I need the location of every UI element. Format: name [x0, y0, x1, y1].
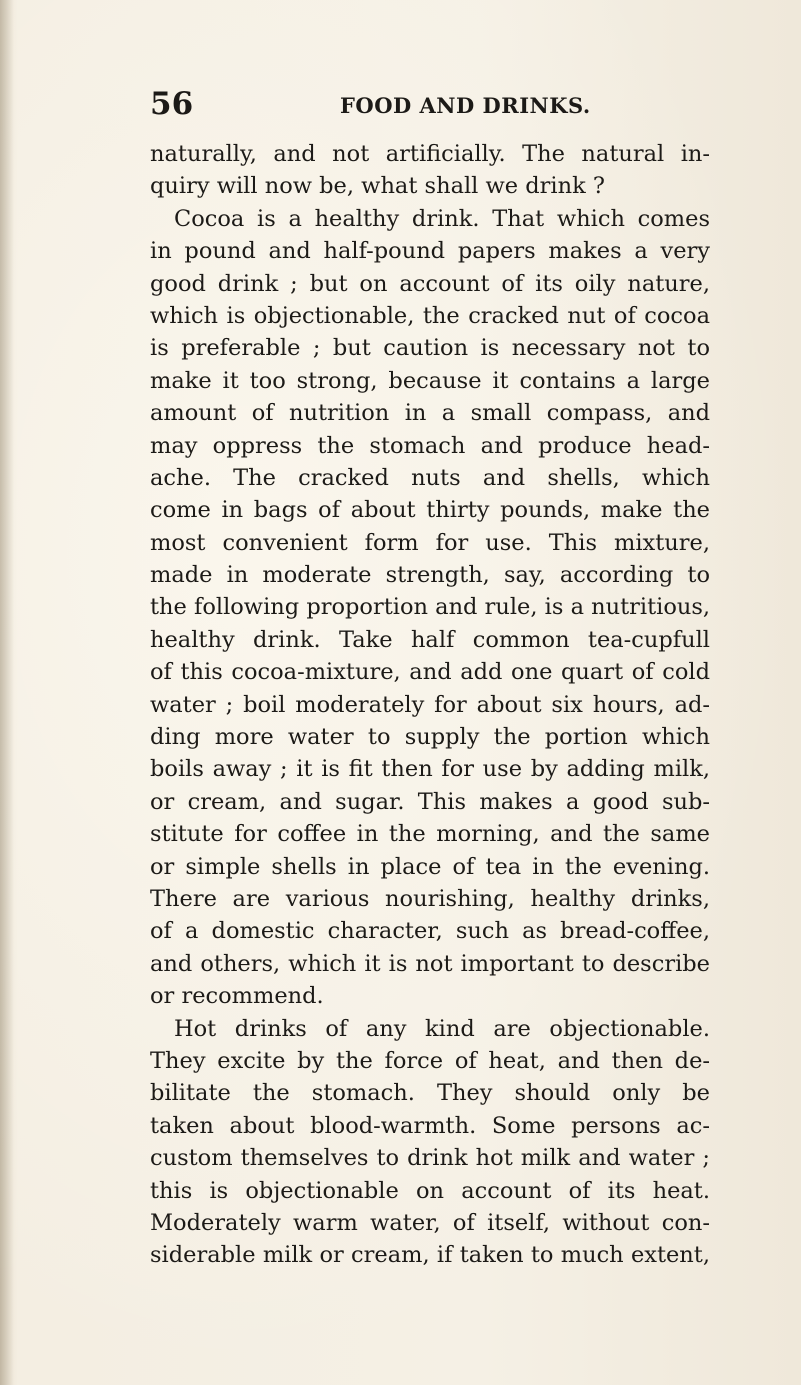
page-number: 56 — [150, 86, 194, 122]
text-line: There are various nourishing, healthy drinks, — [150, 885, 710, 912]
text-line: quiry will now be, what shall we drink ? — [150, 173, 605, 200]
body-text — [150, 138, 710, 1272]
text-line: Hot drinks of any kind are objectionable. — [174, 1015, 710, 1042]
text-line: which is objectionable, the cracked nut of cocoa — [150, 302, 710, 329]
text-line: water ; boil moderately for about six hours, ad- — [150, 691, 710, 718]
text-line: most convenient form for use. This mixture, — [150, 529, 710, 556]
text-line: They excite by the force of heat, and then de- — [150, 1047, 710, 1074]
text-line: make it too strong, because it contains a large — [150, 367, 710, 394]
text-line: stitute for coffee in the morning, and the same — [150, 821, 710, 848]
text-line: bilitate the stomach. They should only be — [150, 1080, 710, 1107]
text-line: good drink ; but on account of its oily nature, — [150, 270, 710, 297]
text-line: or recommend. — [150, 983, 324, 1010]
text-line: amount of nutrition in a small compass, and — [150, 400, 710, 427]
text-line: is preferable ; but caution is necessary not to — [150, 335, 710, 362]
text-line: ache. The cracked nuts and shells, which — [150, 464, 710, 491]
text-line: Moderately warm water, of itself, without con- — [150, 1209, 710, 1236]
page-header — [150, 86, 630, 126]
text-line: this is objectionable on account of its heat. — [150, 1177, 710, 1204]
gutter-shadow — [0, 0, 14, 1385]
text-line: custom themselves to drink hot milk and water ; — [150, 1145, 710, 1172]
text-line: of a domestic character, such as bread-coffee, — [150, 918, 710, 945]
text-line: come in bags of about thirty pounds, make the — [150, 497, 710, 524]
text-line: naturally, and not artificially. The natural in- — [150, 141, 710, 167]
text-line: and others, which it is not important to describe — [150, 950, 710, 977]
text-line: or cream, and sugar. This makes a good sub- — [150, 788, 710, 815]
text-line: of this cocoa-mixture, and add one quart of cold — [150, 659, 710, 686]
text-line: boils away ; it is fit then for use by adding milk, — [150, 756, 710, 783]
running-head: FOOD AND DRINKS. — [340, 93, 591, 118]
paragraph — [150, 203, 710, 1013]
paragraph — [150, 1013, 710, 1272]
text-line: ding more water to supply the portion which — [150, 724, 710, 751]
text-line: Cocoa is a healthy drink. That which comes — [174, 205, 710, 232]
text-line: in pound and half-pound papers makes a very — [150, 238, 710, 265]
text-line: siderable milk or cream, if taken to much extent, — [150, 1242, 710, 1269]
text-line: the following proportion and rule, is a nutritious, — [150, 594, 711, 621]
text-line: taken about blood-warmth. Some persons ac- — [150, 1112, 710, 1139]
paragraph — [150, 138, 710, 203]
text-line: made in moderate strength, say, according to — [150, 562, 710, 589]
text-line: may oppress the stomach and produce head- — [150, 432, 710, 459]
text-line: healthy drink. Take half common tea-cupfull — [150, 626, 710, 653]
text-line: or simple shells in place of tea in the evening. — [150, 853, 710, 880]
